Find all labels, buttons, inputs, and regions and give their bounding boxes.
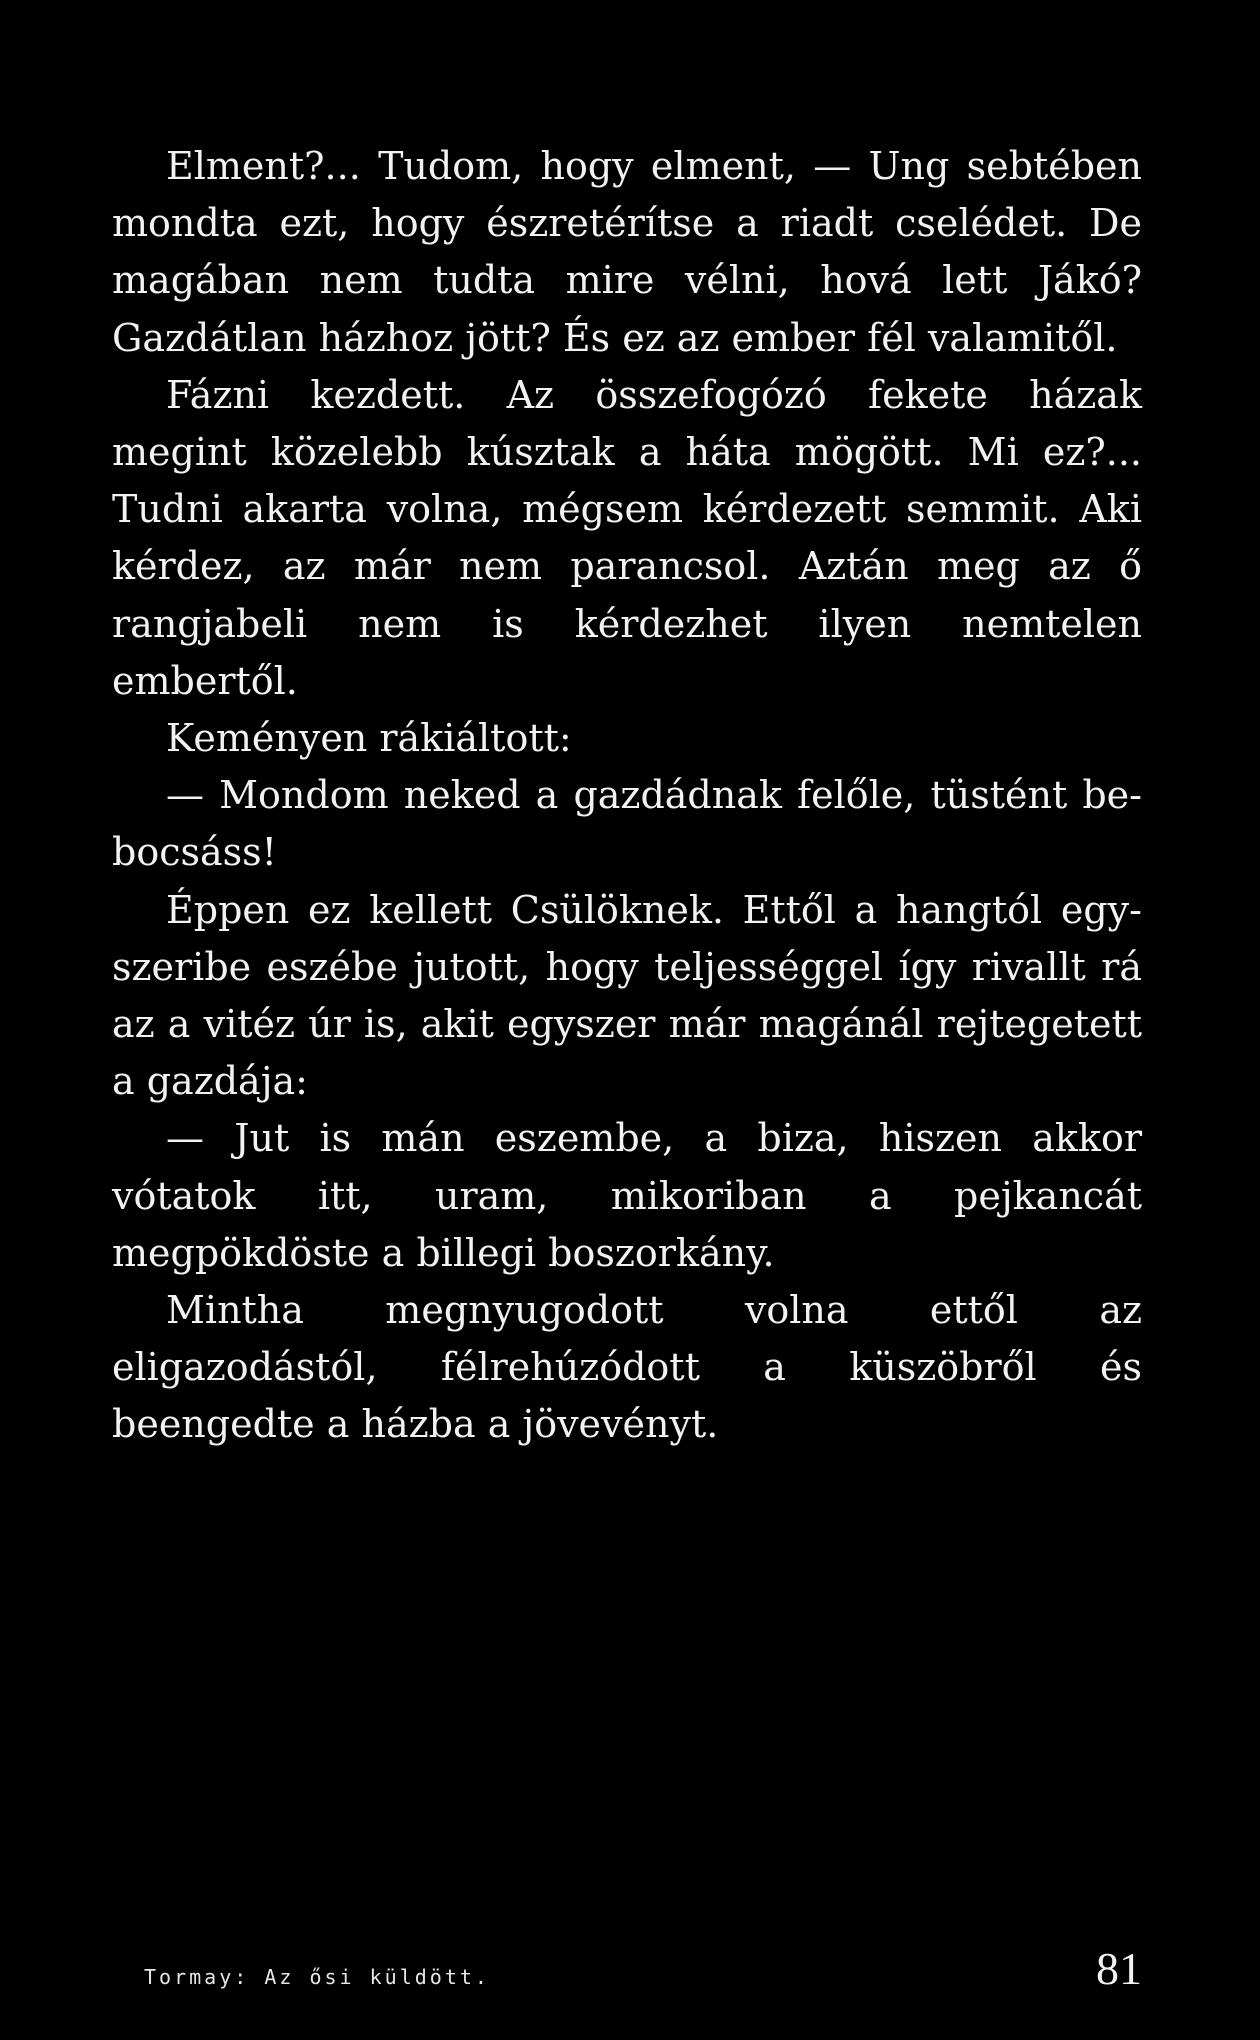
paragraph-fazni: Fázni kezdett. Az összefogózó fekete házak megint közelebb kúsztak a háta mögött. Mi ez?... Tudni akarta volna, mégsem kérdezett semmit. Aki kérdez, az már nem parancsol. Aztán meg az ő rangjabeli nem is kérdezhet ilyen nemtelen embertől. [112,372,1142,703]
paragraph-mintha: Mintha megnyugodott volna ettől az eligazodástól, félrehúzódott a küszöbről és beengedte a házba a jövevényt. [112,1288,1142,1447]
page-footer [112,1935,1142,1995]
dialog-mondom: — Mondom neked a gazdádnak felőle, tüstént bebocsáss! [112,773,1142,875]
paragraph-elment: Elment?... Tudom, hogy elment, — Ung sebtében mondta ezt, hogy észretérítse a riadt cselédet. De magában nem tudta mire vélni, hová lett Jákó? Gazdátlan házhoz jött? És ez az ember fél valamitől. [112,144,1142,360]
dialog-jut-is: — Jut is mán eszembe, a biza, hiszen akkor vótatok itt, uram, mikoriban a pejkancát megpökdöste a billegi boszorkány. [112,1116,1142,1275]
page-number: 81 [1096,1943,1142,1994]
body-text [112,138,1142,1454]
running-title: Tormay: Az ősi küldött. [144,1965,490,1989]
paragraph-kemenyen: Keményen rákiáltott: [166,716,572,761]
paragraph-eppen: Éppen ez kellett Csülöknek. Ettől a hangtól egyszeribe eszébe jutott, hogy teljességgel így rivallt rá az a vitéz úr is, akit egyszer már magánál rejtegetett a gazdája: [112,887,1142,1104]
